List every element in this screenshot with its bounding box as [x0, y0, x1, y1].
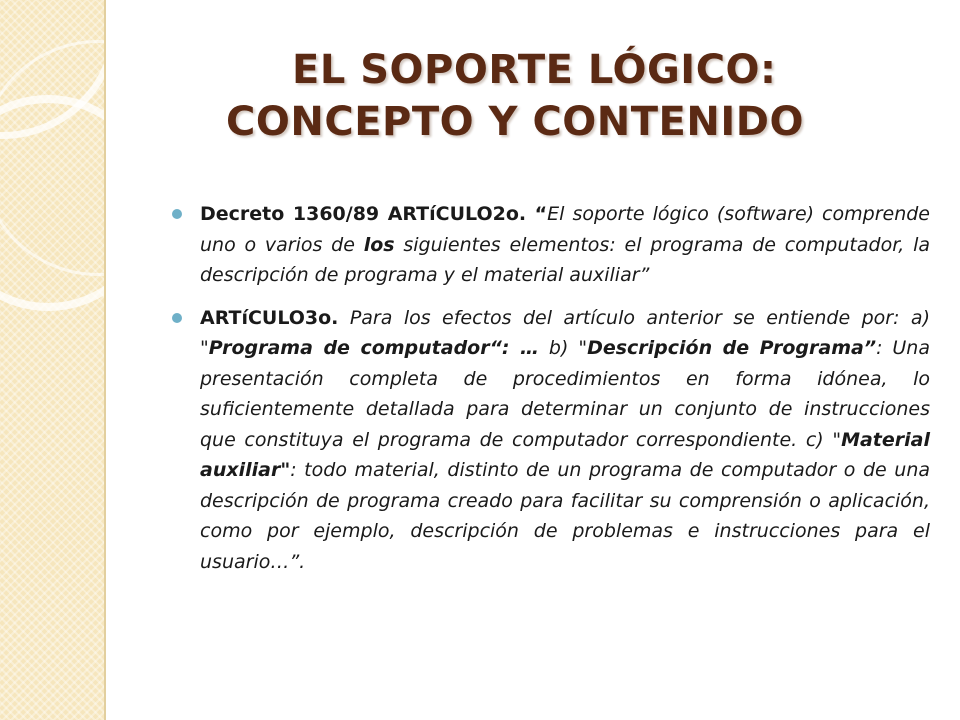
article-reference: ARTíCULO3o. [200, 306, 339, 329]
term-programa: Programa de computador“: … [208, 337, 539, 359]
definition-material: : todo material, distinto de un programa de computador o de una descripción de programa creado para facilitar su comprensión o aplicación, como por ejemplo, descripción de problemas e instrucciones para el usuario…”. [200, 459, 930, 573]
article-intro: Para los efectos del artículo anterior se entiende por: a) " [200, 306, 930, 359]
separator-b: b) " [538, 337, 588, 359]
title-line-2: CONCEPTO Y CONTENIDO [226, 99, 804, 145]
bullet-item-articulo [170, 303, 930, 578]
bullet-dot-icon [172, 313, 182, 323]
bullet-dot-icon [172, 209, 182, 219]
title-line-1: EL SOPORTE LÓGICO: [292, 47, 777, 93]
decorative-ring [0, 95, 106, 311]
quote-text: siguientes elementos: el programa de computador, la descripción de programa y el material auxiliar” [200, 233, 930, 286]
quote-text: El soporte lógico (software) comprende uno o varios de [200, 203, 930, 256]
bullet-item-decreto [170, 199, 930, 291]
decree-reference: Decreto 1360/89 ARTíCULO2o. “ [200, 203, 548, 225]
definition-descripcion: : Una presentación completa de procedimientos en forma idónea, lo suficientemente detallada para determinar un conjunto de instrucciones que constituya el programa de computador correspondiente. c) " [200, 337, 930, 451]
term-material: Material auxiliar" [200, 428, 930, 481]
quote-emphasis: los [363, 233, 395, 256]
slide-content [170, 199, 930, 589]
side-panel-border [104, 0, 106, 720]
slide-title [196, 44, 896, 148]
term-descripcion: Descripción de Programa” [587, 337, 877, 359]
decorative-side-panel [0, 0, 106, 720]
